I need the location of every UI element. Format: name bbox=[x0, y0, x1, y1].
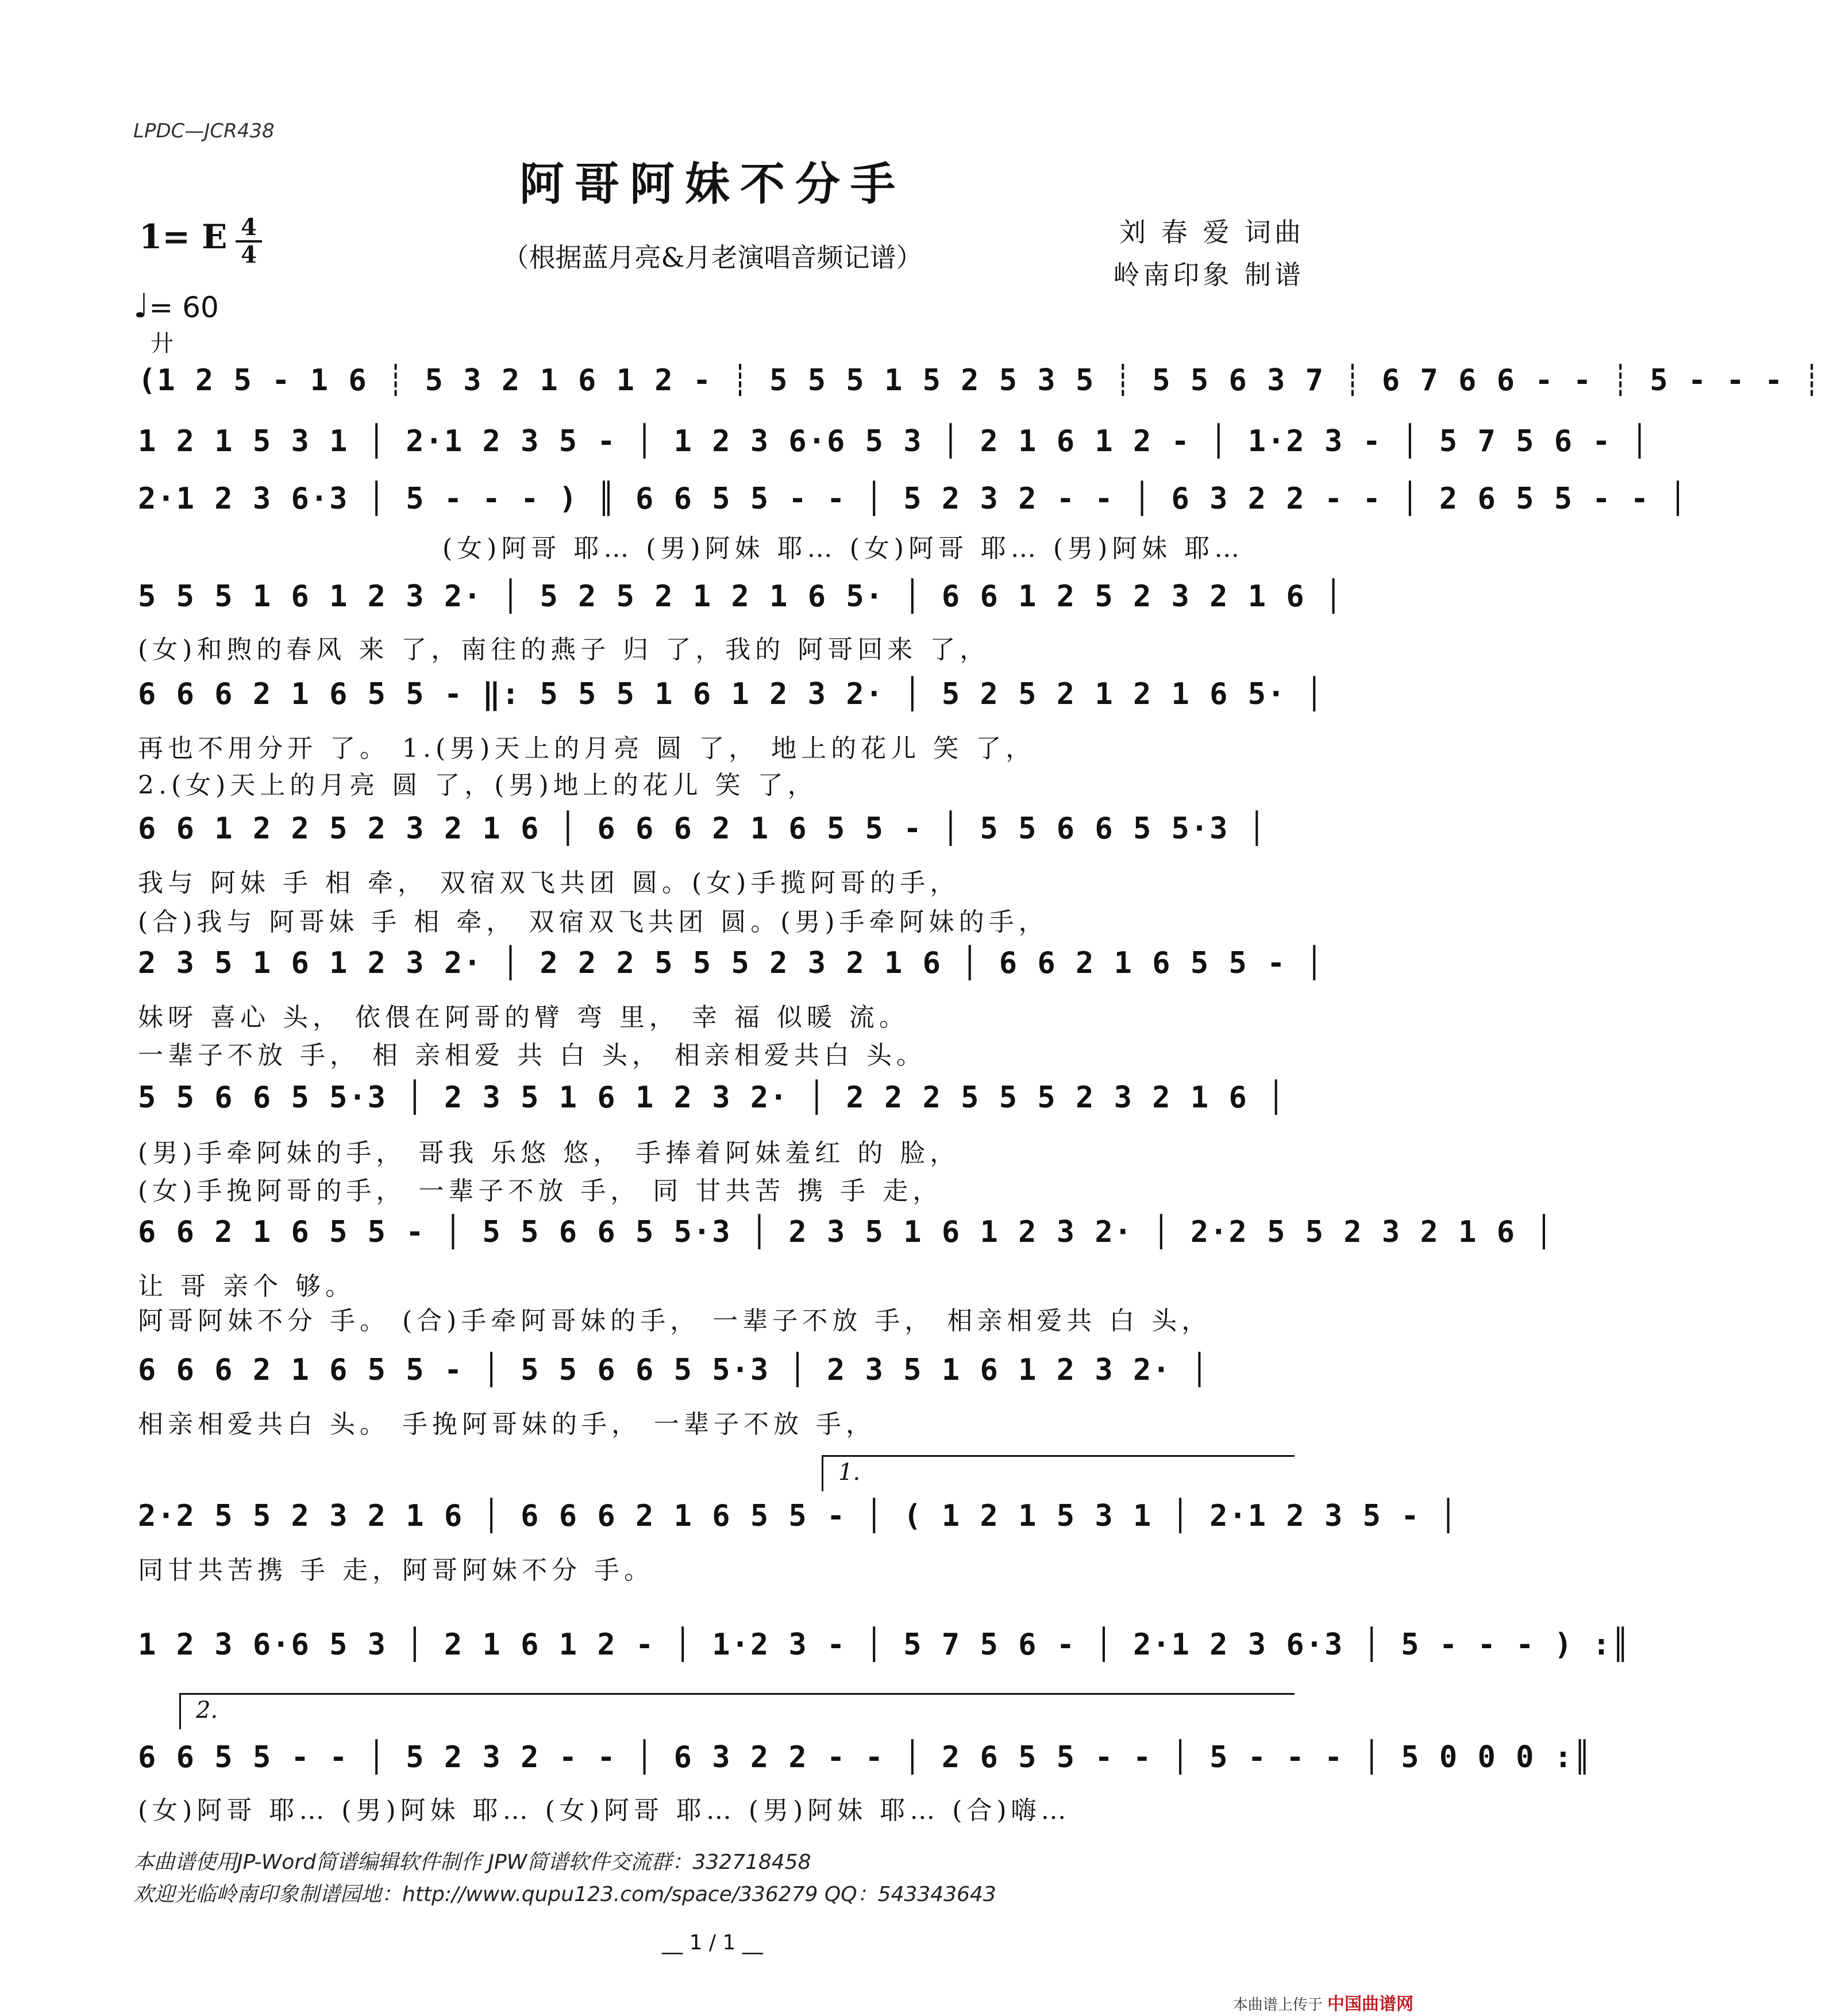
time-signature-top: 4 bbox=[241, 214, 257, 241]
lyric-line-11a: 同甘共苦携 手 走，阿哥阿妹不分 手。 bbox=[138, 1556, 654, 1585]
score-line-11: 2·2 5 5 2 3 2 1 6 │ 6 6 6 2 1 6 5 5 - │ ( 1 2 1 5 3 1 │ 2·1 2 3 5 - │ bbox=[138, 1499, 1459, 1533]
volta-second-ending bbox=[179, 1693, 1295, 1729]
score-line-8: 5 5 6 6 5 5·3 │ 2 3 5 1 6 1 2 3 2· │ 2 2 2 5 5 5 2 3 2 1 6 │ bbox=[138, 1080, 1286, 1115]
song-title: 阿哥阿妹不分手 bbox=[519, 158, 906, 210]
lyric-line-5b: 2.(女)天上的月亮 圆 了，(男)地上的花儿 笑 了， bbox=[138, 771, 818, 800]
score-line-4: 5 5 5 1 6 1 2 3 2· │ 5 2 5 2 1 2 1 6 5· │ 6 6 1 2 5 2 3 2 1 6 │ bbox=[138, 579, 1344, 614]
watermark-brand: 中国曲谱网 bbox=[1327, 1994, 1413, 2014]
footer-software-note: 本曲谱使用JP-Word简谱编辑软件制作 JPW简谱软件交流群：332718458 bbox=[133, 1850, 811, 1874]
volta-first-label: 1. bbox=[838, 1459, 861, 1486]
lyric-line-5a: 再也不用分开 了。 1.(男)天上的月亮 圆 了， 地上的花儿 笑 了， bbox=[138, 734, 1036, 763]
document-code: LPDC—JCR438 bbox=[133, 120, 275, 143]
score-line-13: 6 6 5 5 - - │ 5 2 3 2 - - │ 6 3 2 2 - - │ 2 6 5 5 - - │ 5 - - - │ 5 0 0 0 :║ bbox=[138, 1740, 1593, 1775]
watermark-text: 本曲谱上传于 bbox=[1232, 1996, 1323, 2014]
score-line-10: 6 6 6 2 1 6 5 5 - │ 5 5 6 6 5 5·3 │ 2 3 5 1 6 1 2 3 2· │ bbox=[138, 1353, 1210, 1387]
score-line-6: 6 6 1 2 2 5 2 3 2 1 6 │ 6 6 6 2 1 6 5 5 - │ 5 5 6 6 5 5·3 │ bbox=[138, 811, 1268, 846]
lyric-line-6a: 我与 阿妹 手 相 牵， 双宿双飞共团 圆。(女)手揽阿哥的手， bbox=[138, 868, 960, 898]
lyric-line-9a: 让 哥 亲个 够。 bbox=[138, 1272, 355, 1301]
lyric-line-10a: 相亲相爱共白 头。 手挽阿哥妹的手， 一辈子不放 手， bbox=[138, 1410, 876, 1439]
subtitle: （根据蓝月亮&月老演唱音频记谱） bbox=[502, 242, 923, 273]
lyric-line-8a: (男)手牵阿妹的手， 哥我 乐悠 悠， 手捧着阿妹羞红 的 脸， bbox=[138, 1138, 960, 1168]
lyric-line-4a: (女)和煦的春风 来 了，南往的燕子 归 了，我的 阿哥回来 了， bbox=[138, 635, 990, 664]
tempo-value: = 60 bbox=[149, 291, 219, 324]
score-line-7: 2 3 5 1 6 1 2 3 2· │ 2 2 2 5 5 5 2 3 2 1 6 │ 6 6 2 1 6 5 5 - │ bbox=[138, 946, 1325, 980]
volta-first-ending bbox=[822, 1455, 1295, 1491]
score-line-2: 1 2 1 5 3 1 │ 2·1 2 3 5 - │ 1 2 3 6·6 5 3 │ 2 1 6 1 2 - │ 1·2 3 - │ 5 7 5 6 - │ bbox=[138, 424, 1650, 459]
lyric-line-7b: 一辈子不放 手， 相 亲相爱 共 白 头， 相亲相爱共白 头。 bbox=[138, 1041, 926, 1070]
footer-website-note: 欢迎光临岭南印象制谱园地：http://www.qupu123.com/space/336279 QQ：543343643 bbox=[133, 1883, 996, 1906]
lyric-line-13a: (女)阿哥 耶… (男)阿妹 耶… (女)阿哥 耶… (男)阿妹 耶… (合)嗨… bbox=[138, 1796, 1071, 1825]
score-line-12: 1 2 3 6·6 5 3 │ 2 1 6 1 2 - │ 1·2 3 - │ 5 7 5 6 - │ 2·1 2 3 6·3 │ 5 - - - ) :║ bbox=[138, 1628, 1631, 1662]
lyric-line-7a: 妹呀 喜心 头， 依偎在阿哥的臂 弯 里， 幸 福 似暖 流。 bbox=[138, 1003, 909, 1032]
watermark bbox=[1233, 1990, 1413, 2015]
lyric-line-3a: (女)阿哥 耶… (男)阿妹 耶… (女)阿哥 耶… (男)阿妹 耶… bbox=[442, 534, 1245, 563]
lyric-line-8b: (女)手挽阿哥的手， 一辈子不放 手， 同 甘共苦 携 手 走， bbox=[138, 1176, 943, 1206]
score-line-9: 6 6 2 1 6 5 5 - │ 5 5 6 6 5 5·3 │ 2 3 5 1 6 1 2 3 2· │ 2·2 5 5 2 3 2 1 6 │ bbox=[138, 1215, 1554, 1249]
key-signature: 1= E bbox=[139, 217, 228, 256]
score-line-3: 2·1 2 3 6·3 │ 5 - - - ) ║ 6 6 5 5 - - │ 5 2 3 2 - - │ 6 3 2 2 - - │ 2 6 5 5 - - │ bbox=[138, 482, 1688, 516]
tempo-marking bbox=[133, 286, 219, 325]
volta-second-label: 2. bbox=[196, 1697, 218, 1723]
credit-composer: 刘 春 爱 词曲 bbox=[1119, 217, 1304, 248]
credit-arranger: 岭南印象 制谱 bbox=[1113, 259, 1304, 290]
time-signature-bottom: 4 bbox=[241, 241, 257, 268]
page-number: __ 1 / 1 __ bbox=[662, 1931, 763, 1955]
score-line-5: 6 6 6 2 1 6 5 5 - ‖: 5 5 5 1 6 1 2 3 2· │ 5 2 5 2 1 2 1 6 5· │ bbox=[138, 677, 1325, 711]
quarter-note-icon: ♩ bbox=[133, 286, 149, 325]
score-line-1: (1 2 5 - 1 6 ┊ 5 3 2 1 6 1 2 - ┊ 5 5 5 1 5 2 5 3 5 ┊ 5 5 6 3 7 ┊ 6 7 6 6 - - ┊ 5 - - - ┊ bbox=[138, 363, 1822, 398]
lyric-line-6b: (合)我与 阿哥妹 手 相 牵， 双宿双飞共团 圆。(男)手牵阿妹的手， bbox=[138, 907, 1049, 937]
performance-mark: 廾 bbox=[151, 330, 174, 357]
lyric-line-9b: 阿哥阿妹不分 手。 (合)手牵阿哥妹的手， 一辈子不放 手， 相亲相爱共 白 头， bbox=[138, 1306, 1212, 1336]
